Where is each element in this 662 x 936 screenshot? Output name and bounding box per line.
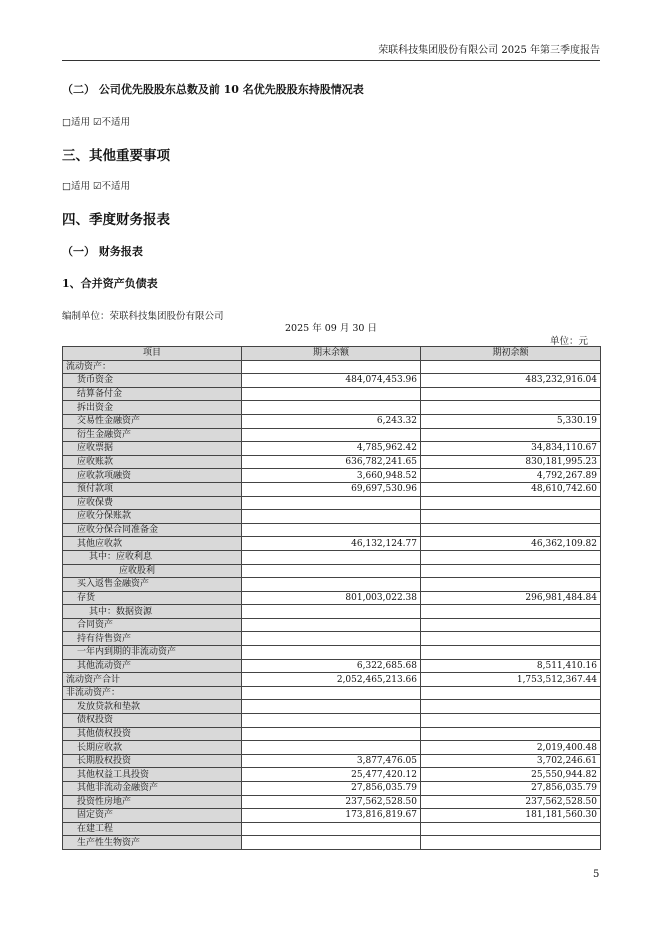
row-begin-balance: 483,232,916.04: [421, 374, 601, 388]
row-begin-balance: 296,981,484.84: [421, 591, 601, 605]
table-row: [63, 754, 601, 768]
row-end-balance: 6,243.32: [242, 414, 421, 428]
table-row: [63, 469, 601, 483]
row-begin-balance: [421, 618, 601, 632]
row-item-label: 应收款项融资: [63, 469, 242, 483]
table-row: [63, 809, 601, 823]
row-end-balance: [242, 836, 421, 850]
table-row: [63, 768, 601, 782]
row-begin-balance: [421, 564, 601, 578]
table-row: [63, 564, 601, 578]
row-end-balance: [242, 741, 421, 755]
table-row: [63, 618, 601, 632]
table-row: [63, 632, 601, 646]
row-item-label: 非流动资产：: [63, 686, 242, 700]
table-row: [63, 510, 601, 524]
report-title: 荣联科技集团股份有限公司 2025 年第三季度报告: [378, 45, 600, 56]
row-end-balance: [242, 646, 421, 660]
table-row: [63, 428, 601, 442]
row-item-label: 流动资产合计: [63, 673, 242, 687]
row-item-label: 存货: [63, 591, 242, 605]
row-begin-balance: 27,856,035.79: [421, 782, 601, 796]
row-begin-balance: [421, 822, 601, 836]
row-end-balance: [242, 632, 421, 646]
row-item-label: 生产性生物资产: [63, 836, 242, 850]
column-header-end-balance: 期末余额: [242, 347, 421, 361]
table-row: [63, 700, 601, 714]
row-item-label: 合同资产: [63, 618, 242, 632]
preferred-applicability: □适用 ☑不适用: [62, 117, 131, 128]
table-row: [63, 782, 601, 796]
row-end-balance: [242, 727, 421, 741]
row-item-label: 预付款项: [63, 482, 242, 496]
row-end-balance: [242, 564, 421, 578]
row-begin-balance: [421, 550, 601, 564]
row-end-balance: [242, 510, 421, 524]
row-begin-balance: [421, 523, 601, 537]
row-begin-balance: [421, 496, 601, 510]
row-end-balance: 173,816,819.67: [242, 809, 421, 823]
row-end-balance: 25,477,420.12: [242, 768, 421, 782]
row-item-label: 应收分保账款: [63, 510, 242, 524]
row-begin-balance: [421, 387, 601, 401]
row-end-balance: [242, 686, 421, 700]
table-row: [63, 578, 601, 592]
row-item-label: 流动资产：: [63, 360, 242, 374]
column-header-item: 项目: [63, 347, 242, 361]
row-begin-balance: [421, 714, 601, 728]
table-row: [63, 741, 601, 755]
table-row: [63, 605, 601, 619]
page-header: [62, 42, 600, 61]
row-end-balance: 801,003,022.38: [242, 591, 421, 605]
table-row: [63, 550, 601, 564]
row-item-label: 其他应收款: [63, 537, 242, 551]
row-end-balance: 3,877,476.05: [242, 754, 421, 768]
table-row: [63, 646, 601, 660]
currency-unit: 单位：元: [549, 336, 588, 347]
row-item-label: 发放贷款和垫款: [63, 700, 242, 714]
table-row: [63, 537, 601, 551]
row-end-balance: 46,132,124.77: [242, 537, 421, 551]
table-header-row: [63, 347, 601, 361]
row-end-balance: [242, 618, 421, 632]
table-row: [63, 387, 601, 401]
table-row: [63, 442, 601, 456]
table-row: [63, 727, 601, 741]
row-end-balance: [242, 714, 421, 728]
row-begin-balance: 2,019,400.48: [421, 741, 601, 755]
compiler-line: 编制单位：荣联科技集团股份有限公司: [62, 311, 224, 322]
table-row: [63, 795, 601, 809]
column-header-begin-balance: 期初余额: [421, 347, 601, 361]
row-item-label: 债权投资: [63, 714, 242, 728]
row-end-balance: [242, 578, 421, 592]
balance-sheet-table: [62, 346, 601, 850]
row-end-balance: [242, 401, 421, 415]
row-end-balance: 484,074,453.96: [242, 374, 421, 388]
row-item-label: 其中：应收利息: [63, 550, 242, 564]
row-begin-balance: [421, 578, 601, 592]
row-begin-balance: 4,792,267.89: [421, 469, 601, 483]
row-item-label: 交易性金融资产: [63, 414, 242, 428]
row-item-label: 其他非流动金融资产: [63, 782, 242, 796]
table-row: [63, 401, 601, 415]
row-end-balance: [242, 428, 421, 442]
row-end-balance: 6,322,685.68: [242, 659, 421, 673]
row-end-balance: [242, 605, 421, 619]
row-end-balance: 2,052,465,213.66: [242, 673, 421, 687]
row-item-label: 其他债权投资: [63, 727, 242, 741]
row-begin-balance: 830,181,995.23: [421, 455, 601, 469]
row-end-balance: [242, 523, 421, 537]
row-begin-balance: [421, 605, 601, 619]
row-item-label: 拆出资金: [63, 401, 242, 415]
row-item-label: 结算备付金: [63, 387, 242, 401]
preferred-shareholders-heading: （二） 公司优先股股东总数及前 10 名优先股股东持股情况表: [62, 83, 364, 96]
table-row: [63, 482, 601, 496]
row-end-balance: 4,785,962.42: [242, 442, 421, 456]
row-end-balance: 27,856,035.79: [242, 782, 421, 796]
table-row: [63, 822, 601, 836]
row-item-label: 其中：数据资源: [63, 605, 242, 619]
row-item-label: 应收账款: [63, 455, 242, 469]
row-begin-balance: 34,834,110.67: [421, 442, 601, 456]
row-begin-balance: [421, 700, 601, 714]
row-item-label: 其他权益工具投资: [63, 768, 242, 782]
table-row: [63, 686, 601, 700]
row-item-label: 衍生金融资产: [63, 428, 242, 442]
row-item-label: 长期股权投资: [63, 754, 242, 768]
row-item-label: 应收股利: [63, 564, 242, 578]
row-begin-balance: 25,550,944.82: [421, 768, 601, 782]
row-item-label: 持有待售资产: [63, 632, 242, 646]
table-row: [63, 673, 601, 687]
row-end-balance: [242, 496, 421, 510]
other-matters-heading: 三、其他重要事项: [62, 148, 170, 164]
page-number: 5: [593, 869, 600, 880]
table-row: [63, 836, 601, 850]
statements-subheading: （一） 财务报表: [62, 245, 143, 258]
table-row: [63, 414, 601, 428]
row-end-balance: [242, 360, 421, 374]
row-begin-balance: [421, 836, 601, 850]
table-row: [63, 374, 601, 388]
table-row: [63, 523, 601, 537]
table-row: [63, 496, 601, 510]
row-begin-balance: 1,753,512,367.44: [421, 673, 601, 687]
row-begin-balance: 5,330.19: [421, 414, 601, 428]
row-begin-balance: 3,702,246.61: [421, 754, 601, 768]
row-item-label: 买入返售金融资产: [63, 578, 242, 592]
table-row: [63, 714, 601, 728]
row-end-balance: 636,782,241.65: [242, 455, 421, 469]
row-begin-balance: [421, 510, 601, 524]
table-row: [63, 360, 601, 374]
row-item-label: 一年内到期的非流动资产: [63, 646, 242, 660]
statement-date: 2025 年 09 月 30 日: [285, 323, 377, 334]
row-item-label: 应收票据: [63, 442, 242, 456]
row-end-balance: 3,660,948.52: [242, 469, 421, 483]
row-end-balance: [242, 387, 421, 401]
row-end-balance: 69,697,530.96: [242, 482, 421, 496]
row-item-label: 货币资金: [63, 374, 242, 388]
balance-sheet-title: 1、合并资产负债表: [62, 277, 158, 290]
row-begin-balance: 48,610,742.60: [421, 482, 601, 496]
row-item-label: 应收分保合同准备金: [63, 523, 242, 537]
row-begin-balance: 8,511,410.16: [421, 659, 601, 673]
table-row: [63, 659, 601, 673]
row-end-balance: [242, 822, 421, 836]
row-begin-balance: 237,562,528.50: [421, 795, 601, 809]
row-end-balance: 237,562,528.50: [242, 795, 421, 809]
row-end-balance: [242, 700, 421, 714]
row-begin-balance: [421, 632, 601, 646]
row-begin-balance: 181,181,560.30: [421, 809, 601, 823]
row-begin-balance: [421, 360, 601, 374]
row-end-balance: [242, 550, 421, 564]
row-item-label: 长期应收款: [63, 741, 242, 755]
row-begin-balance: [421, 401, 601, 415]
financial-statements-heading: 四、季度财务报表: [62, 212, 170, 228]
row-item-label: 投资性房地产: [63, 795, 242, 809]
row-begin-balance: [421, 428, 601, 442]
table-row: [63, 591, 601, 605]
row-item-label: 应收保费: [63, 496, 242, 510]
row-item-label: 其他流动资产: [63, 659, 242, 673]
row-item-label: 在建工程: [63, 822, 242, 836]
table-row: [63, 455, 601, 469]
row-begin-balance: [421, 727, 601, 741]
row-begin-balance: [421, 686, 601, 700]
row-item-label: 固定资产: [63, 809, 242, 823]
other-matters-applicability: □适用 ☑不适用: [62, 181, 131, 192]
row-begin-balance: 46,362,109.82: [421, 537, 601, 551]
row-begin-balance: [421, 646, 601, 660]
